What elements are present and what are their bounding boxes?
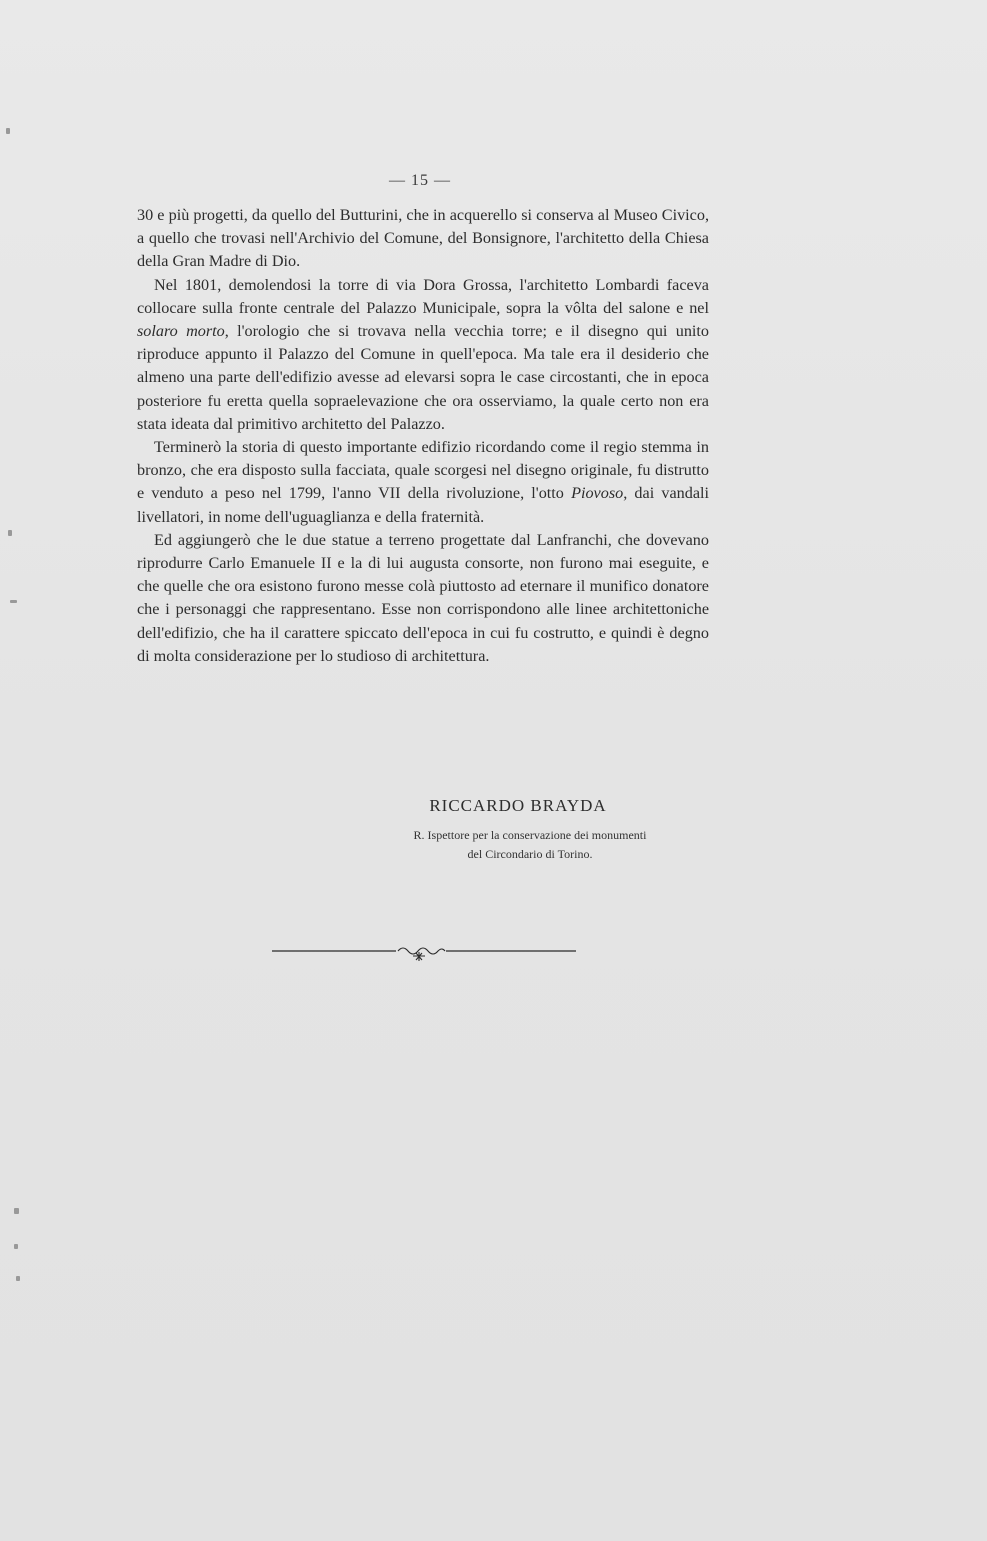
signature-block <box>300 796 760 864</box>
paragraph-2-start: Nel 1801, demolendosi la torre di via Dora Grossa, l'architetto Lombardi faceva collocare sulla fronte centrale del Palazzo Municipale, sopra la vôlta del salone e nel <box>137 275 709 317</box>
author-role-line-1: R. Ispettore per la conservazione dei monumenti <box>413 828 647 842</box>
author-role-line-2: del Circondario di Torino. <box>467 847 593 861</box>
scan-speck <box>10 600 17 603</box>
paragraph-3 <box>137 436 709 529</box>
paragraph-2-middle: , l'orologio che si trovava nella vecchia <box>224 322 512 341</box>
page-number: — 15 — <box>389 172 451 189</box>
body-text <box>137 204 709 668</box>
scan-speck <box>14 1244 18 1249</box>
paragraph-3-italic: Piovoso <box>571 484 624 503</box>
author-role <box>300 826 760 864</box>
paragraph-2-end: torre; e il disegno qui unito riproduce appunto il Palazzo del Comune in quell'epoca. Ma tale era il desiderio che almeno una parte dell'edifizio avesse ad elevarsi sopra le case circostanti, che in epoca posteriore fu eretta quella sopraelevazione che ora osserviamo, la quale certo non era stata ideata dal primitivo architetto del Palazzo. <box>137 322 710 433</box>
paragraph-1: 30 e più progetti, da quello del Butturini, che in acquerello si conserva al Museo Civico, a quello che trovasi nell'Archivio del Comune, del Bonsignore, l'architetto della Chiesa della Gran Madre di Dio. <box>137 206 709 271</box>
scan-speck <box>6 128 10 134</box>
paragraph-3-end: , dai vandali livellatori, in nome dell'uguaglianza e della fraternità. <box>137 484 710 526</box>
scan-speck <box>8 530 12 536</box>
paragraph-2-italic: solaro morto <box>137 322 225 341</box>
paragraph-4: Ed aggiungerò che le due statue a terreno progettate dal Lanfranchi, che dovevano riprodurre Carlo Emanuele II e la di lui augusta consorte, non furono mai eseguite, e che quelle che ora esistono furono messe colà piuttosto ad eternare il munifico donatore che i personaggi che rappresentano. Esse non corrispondono alle linee architettoniche dell'edifizio, che ha il carattere spiccato dell'epoca in cui fu costrutto, e quindi è degno di molta considerazione per lo studioso di architettura. <box>137 530 709 665</box>
author-name: RICCARDO BRAYDA <box>429 796 607 815</box>
floral-divider-icon <box>270 940 580 964</box>
scan-speck <box>16 1276 20 1281</box>
scan-speck <box>14 1208 19 1214</box>
paragraph-2 <box>137 274 709 436</box>
paragraph-3-start: Terminerò la storia di questo importante edifizio ricordando come il regio stemma in bronzo, che era disposto sulla facciata, quale scorgesi nel disegno originale, fu distrutto e venduto a peso nel 1799, l'anno VII della rivoluzione, l'otto <box>137 438 709 503</box>
